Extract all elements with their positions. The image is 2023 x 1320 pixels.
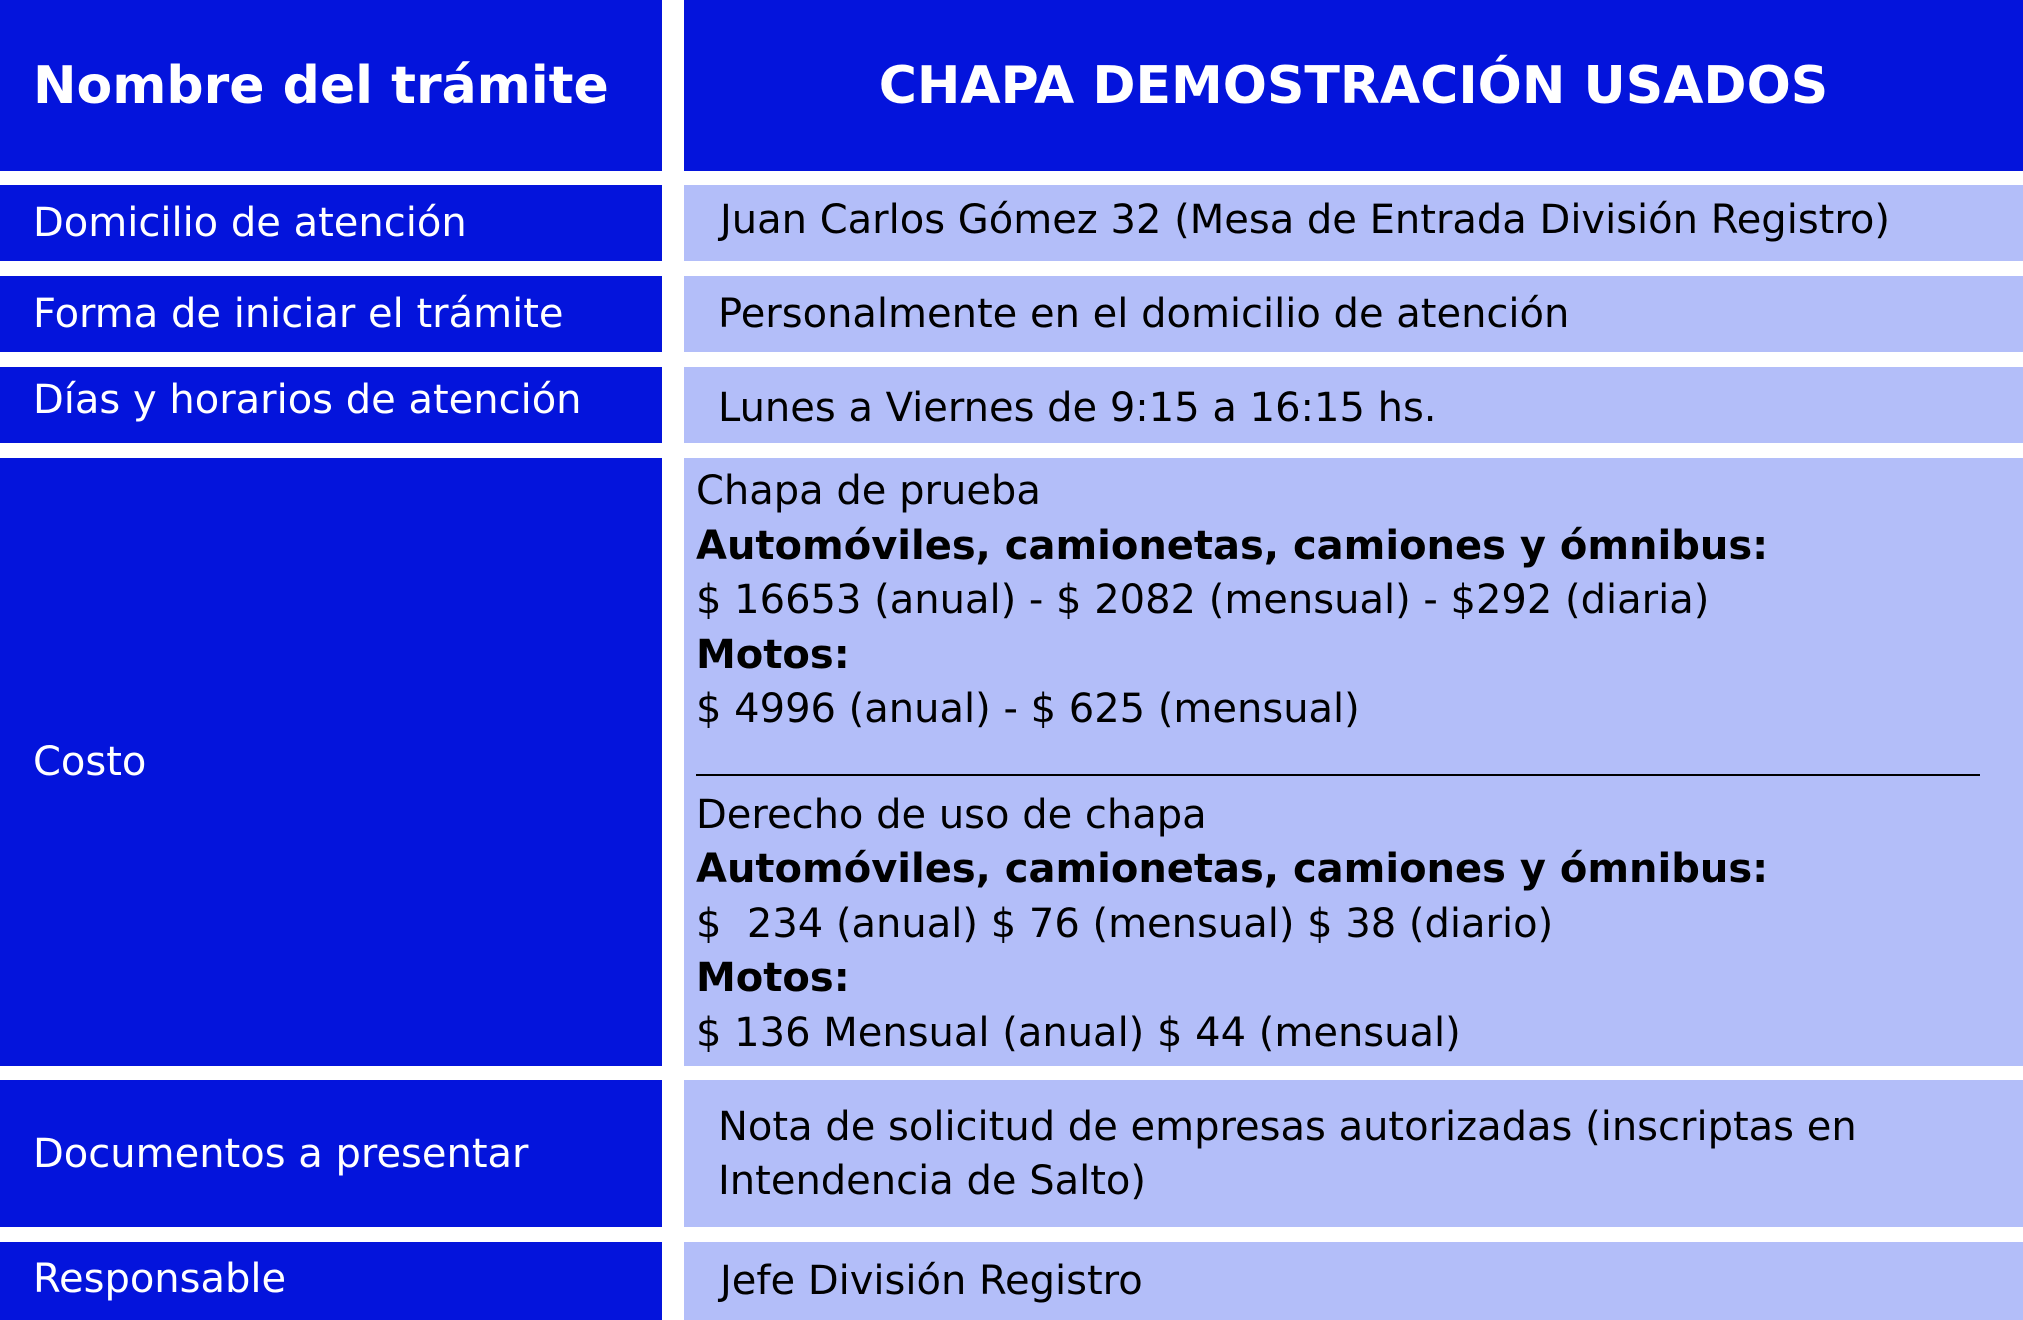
procedure-title: CHAPA DEMOSTRACIÓN USADOS (878, 55, 1829, 116)
responsable-label: Responsable (33, 1256, 287, 1302)
forma-value-cell (684, 276, 2023, 352)
header-label-cell (0, 0, 662, 171)
domicilio-value-cell (684, 185, 2023, 261)
responsable-label-cell (0, 1242, 662, 1320)
chapa-prueba-autos-prices: $ 16653 (anual) - $ 2082 (mensual) - $292 (diaria) (696, 577, 1710, 623)
chapa-prueba-motos-heading: Motos: (696, 631, 850, 678)
forma-value: Personalmente en el domicilio de atención (718, 291, 1570, 337)
domicilio-label: Domicilio de atención (33, 200, 467, 246)
header-value-cell (684, 0, 2023, 171)
dias-label: Días y horarios de atención (33, 377, 582, 423)
derecho-uso-motos-prices: $ 136 Mensual (anual) $ 44 (mensual) (696, 1009, 1461, 1056)
header-label: Nombre del trámite (33, 55, 609, 116)
cost-divider (696, 774, 1980, 776)
costo-label-cell (0, 458, 662, 1066)
documentos-value-line1: Nota de solicitud de empresas autorizadas (inscriptas en (718, 1104, 1857, 1150)
chapa-prueba-title: Chapa de prueba (696, 468, 1041, 514)
documentos-value-line2: Intendencia de Salto) (718, 1158, 1146, 1204)
derecho-uso-title: Derecho de uso de chapa (696, 791, 1207, 838)
domicilio-label-cell (0, 185, 662, 261)
derecho-uso-autos-heading: Automóviles, camionetas, camiones y ómnibus: (696, 846, 1769, 892)
derecho-uso-motos-heading: Motos: (696, 955, 850, 1001)
dias-label-cell (0, 367, 662, 443)
costo-value-cell (684, 458, 2023, 1066)
derecho-uso-autos-prices: $ 234 (anual) $ 76 (mensual) $ 38 (diario) (696, 900, 1554, 947)
documentos-label-cell (0, 1080, 662, 1227)
chapa-prueba-motos-prices: $ 4996 (anual) - $ 625 (mensual) (696, 686, 1360, 732)
dias-value: Lunes a Viernes de 9:15 a 16:15 hs. (718, 385, 1437, 431)
documentos-value-cell (684, 1080, 2023, 1227)
dias-value-cell (684, 367, 2023, 443)
chapa-prueba-autos-heading: Automóviles, camionetas, camiones y ómnibus: (696, 522, 1769, 569)
responsable-value: Jefe División Registro (720, 1258, 1143, 1304)
forma-label-cell (0, 276, 662, 352)
documentos-label: Documentos a presentar (33, 1130, 529, 1177)
domicilio-value: Juan Carlos Gómez 32 (Mesa de Entrada División Registro) (720, 197, 1890, 243)
forma-label: Forma de iniciar el trámite (33, 291, 564, 337)
responsable-value-cell (684, 1242, 2023, 1320)
costo-label: Costo (33, 739, 147, 785)
